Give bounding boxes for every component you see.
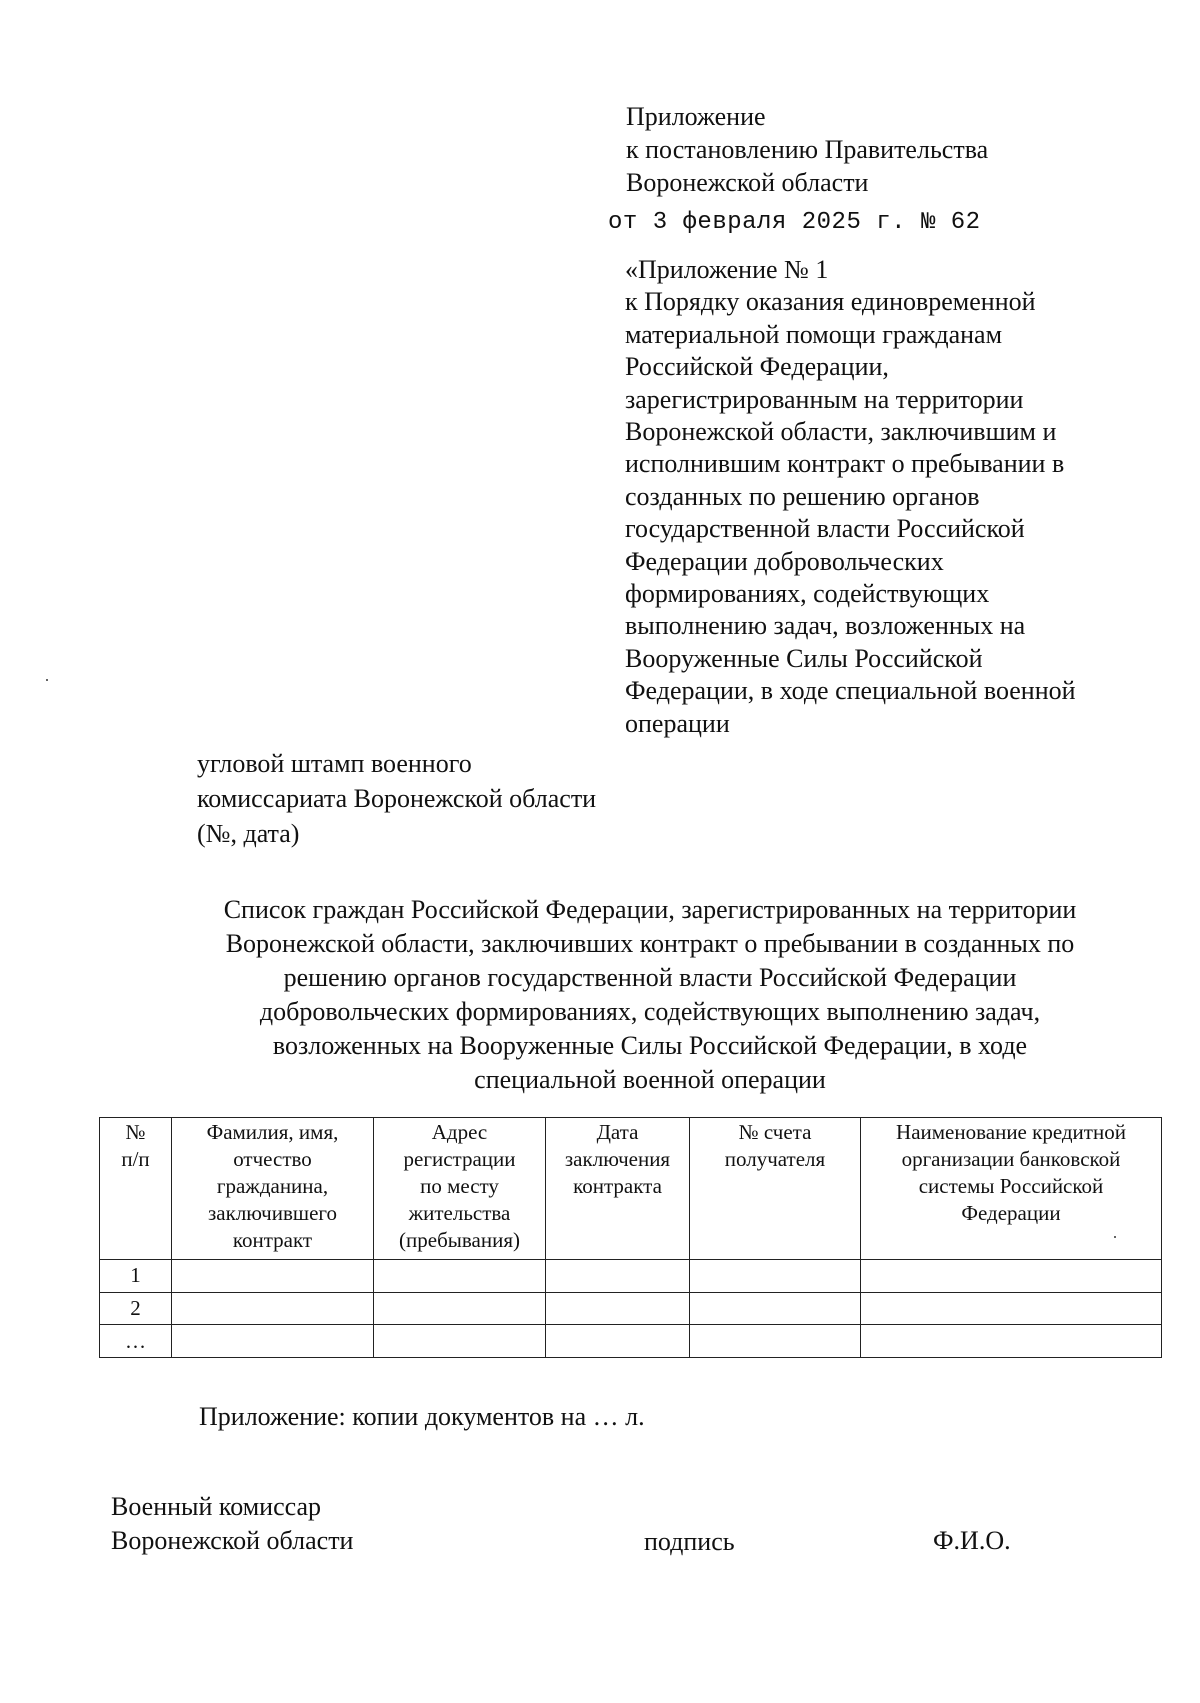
signatory-line: Воронежской области [111, 1526, 354, 1555]
col-header-bank-name: Наименование кредитной организации банковской системы Российской Федерации [861, 1118, 1162, 1260]
list-title [150, 893, 1150, 1097]
list-title-line: добровольческих формированиях, содействующих выполнению задач, [259, 997, 1041, 1026]
header-line: к постановлению Правительства [626, 135, 989, 164]
table-cell: 2 [100, 1292, 172, 1325]
table-row [100, 1325, 1162, 1358]
signatory-title [111, 1490, 353, 1558]
table-cell [861, 1325, 1162, 1358]
appendix-line: «Приложение № 1 [625, 255, 829, 284]
list-title-line: решению органов государственной власти Российской Федерации [283, 963, 1017, 992]
col-header-full-name: Фамилия, имя, отчество гражданина, заключившего контракт [172, 1118, 374, 1260]
table-header-row [100, 1118, 1162, 1260]
table-cell [861, 1260, 1162, 1293]
appendix-line: формированиях, содействующих [625, 579, 990, 609]
appendix-reference [625, 254, 1076, 740]
appendix-line: Воронежской области, заключившим и [625, 417, 1057, 447]
appendix-line: созданных по решению органов [625, 481, 980, 511]
appendix-line: Федерации добровольческих [625, 546, 944, 576]
appendix-line: зарегистрированным на территории [625, 384, 1024, 414]
full-name-label: Ф.И.О. [933, 1526, 1011, 1555]
col-header-account-number: № счета получателя [690, 1118, 861, 1260]
table-cell: … [100, 1325, 172, 1358]
table-cell [172, 1292, 374, 1325]
attachment-note: Приложение: копии документов на … л. [199, 1402, 645, 1431]
table-row [100, 1260, 1162, 1293]
list-title-line: возложенных на Вооруженные Силы Российской Федерации, в ходе [272, 1031, 1028, 1060]
appendix-line: государственной власти Российской [625, 514, 1025, 544]
table-cell [172, 1260, 374, 1293]
citizens-table [99, 1117, 1162, 1358]
appendix-line: Российской Федерации, [625, 352, 889, 382]
table-cell [374, 1292, 546, 1325]
appendix-line: Вооруженные Силы Российской [625, 643, 983, 673]
stamp-line: угловой штамп военного [197, 749, 472, 778]
col-header-contract-date: Дата заключения контракта [546, 1118, 690, 1260]
list-title-line: Воронежской области, заключивших контракт о пребывании в созданных по [225, 929, 1075, 958]
table-cell [374, 1325, 546, 1358]
scan-speck [1114, 1236, 1116, 1238]
decree-date-number: от 3 февраля 2025 г. № 62 [608, 209, 981, 236]
list-title-line: Список граждан Российской Федерации, зарегистрированных на территории [223, 895, 1077, 924]
table-cell [690, 1260, 861, 1293]
appendix-line: материальной помощи гражданам [625, 319, 1003, 349]
table-cell: 1 [100, 1260, 172, 1293]
appendix-line: Федерации, в ходе специальной военной [625, 676, 1076, 706]
col-header-number: № п/п [100, 1118, 172, 1260]
header-line: Приложение [626, 102, 766, 131]
header-line: Воронежской области [626, 168, 869, 197]
signature-label: подпись [644, 1527, 735, 1556]
table-cell [546, 1325, 690, 1358]
list-title-line: специальной военной операции [474, 1065, 826, 1094]
corner-stamp-placeholder [197, 746, 596, 851]
scan-speck [46, 679, 48, 681]
table-cell [690, 1325, 861, 1358]
stamp-line: (№, дата) [197, 819, 300, 848]
appendix-line: к Порядку оказания единовременной [625, 287, 1036, 317]
appendix-line: исполнившим контракт о пребывании в [625, 449, 1065, 479]
stamp-line: комиссариата Воронежской области [197, 784, 597, 813]
table-cell [861, 1292, 1162, 1325]
table-cell [546, 1260, 690, 1293]
table-cell [546, 1292, 690, 1325]
table-cell [690, 1292, 861, 1325]
table-cell [374, 1260, 546, 1293]
col-header-address: Адрес регистрации по месту жительства (пребывания) [374, 1118, 546, 1260]
table-row [100, 1292, 1162, 1325]
appendix-line: выполнению задач, возложенных на [625, 611, 1026, 641]
appendix-line: операции [625, 708, 730, 738]
decree-header [626, 100, 988, 199]
table-cell [172, 1325, 374, 1358]
signatory-line: Военный комиссар [111, 1492, 322, 1521]
